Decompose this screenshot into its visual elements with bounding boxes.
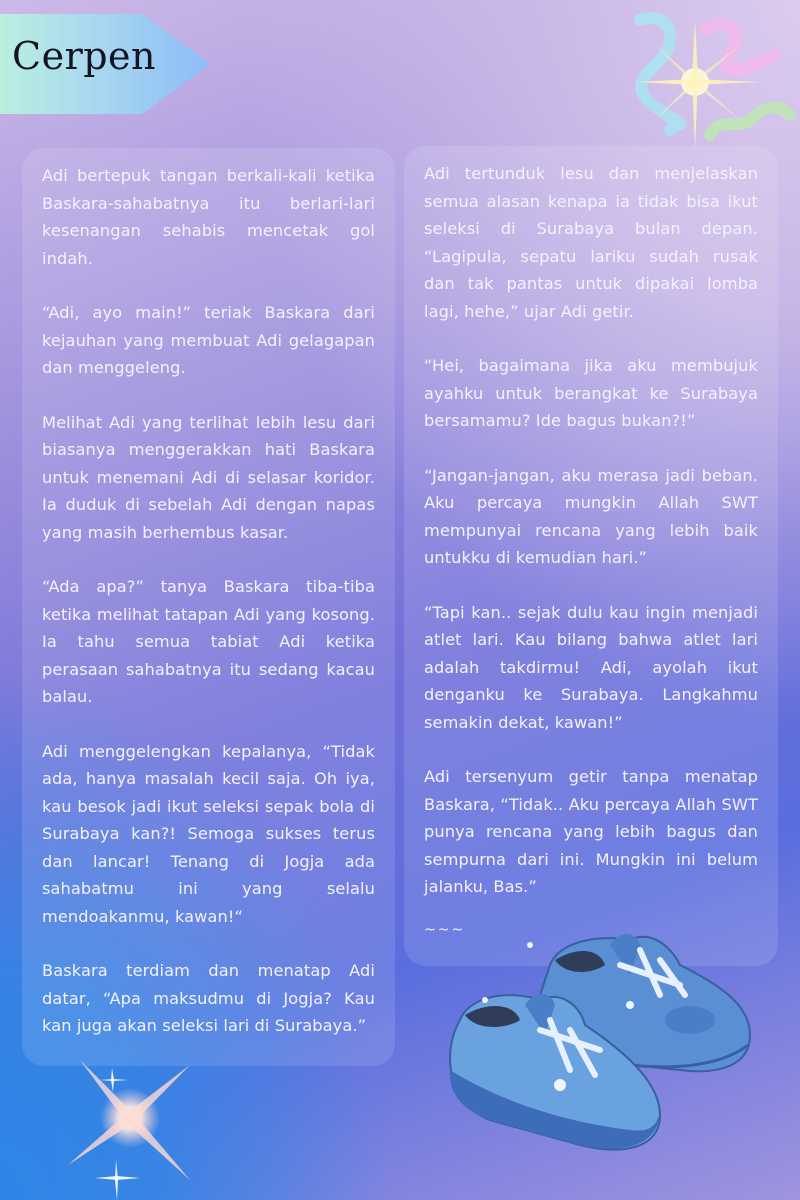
story-panel-right <box>404 146 778 966</box>
sparkle-icon <box>635 20 760 150</box>
story-paragraph: Adi bertepuk tangan berkali-kali ketika Baskara-sahabatnya itu berlari-lari kesenangan sehabis mencetak gol indah. <box>42 166 375 268</box>
story-paragraph: Melihat Adi yang terlihat lebih lesu dari biasanya menggerakkan hati Baskara untuk menemani Adi di selasar koridor. Ia duduk di sebelah Adi dengan napas yang masih berhembus kasar. <box>42 412 375 542</box>
story-paragraph: “Jangan-jangan, aku merasa jadi beban. Aku percaya mungkin Allah SWT mempunyai rencana yang lebih baik untukku di kemudian hari.” <box>424 465 758 567</box>
story-paragraph: Adi tersenyum getir tanpa menatap Baskara, “Tidak.. Aku percaya Allah SWT punya rencana yang lebih bagus dan sempurna dari ini. Mungkin ini belum jalanku, Bas.” <box>424 767 758 896</box>
story-paragraph: Adi menggelengkan kepalanya, “Tidak ada, hanya masalah kecil saja. Oh iya, kau besok jadi ikut seleksi sepak bola di Surabaya kan?! Semoga sukses terus dan lancar! Tenang di Jogja ada sahabatmu ini yang selalu mendoakanmu, kawan!“ <box>42 741 375 926</box>
running-shoes-illustration <box>430 905 760 1175</box>
story-paragraph: “Ada apa?” tanya Baskara tiba-tiba ketika melihat tatapan Adi yang kosong. Ia tahu semua tabiat Adi ketika perasaan sahabatnya itu sedang kacau balau. <box>42 577 375 706</box>
story-paragraph: “Tapi kan.. sejak dulu kau ingin menjadi atlet lari. Kau bilang bahwa atlet lari adalah takdirmu! Adi, ayolah ikut denganku ke Surabaya. Langkahmu semakin dekat, kawan!” <box>424 602 758 732</box>
story-paragraph: Adi tertunduk lesu dan menjelaskan semua alasan kenapa ia tidak bisa ikut seleksi di Surabaya bulan depan. “Lagipula, sepatu lariku sudah rusak dan tak pantas untuk dipakai lomba lagi, hehe,” ujar Adi getir. <box>424 164 758 321</box>
story-paragraph: “Adi, ayo main!” teriak Baskara dari kejauhan yang membuat Adi gelagapan dan menggeleng. <box>42 303 375 377</box>
ending-mark: ~~~ <box>424 921 466 938</box>
sparkle-icon <box>50 1040 220 1200</box>
page-title: Cerpen <box>12 34 157 78</box>
squiggle-sparkle-decoration <box>600 0 800 160</box>
story-paragraph: Baskara terdiam dan menatap Adi datar, “Apa maksudmu di Jogja? Kau kan juga akan seleksi lari di Surabaya.” <box>42 961 375 1035</box>
story-panel-left <box>22 148 395 1066</box>
story-paragraph: “Hei, bagaimana jika aku membujuk ayahku untuk berangkat ke Surabaya bersamamu? Ide bagus bukan?!” <box>424 356 758 430</box>
